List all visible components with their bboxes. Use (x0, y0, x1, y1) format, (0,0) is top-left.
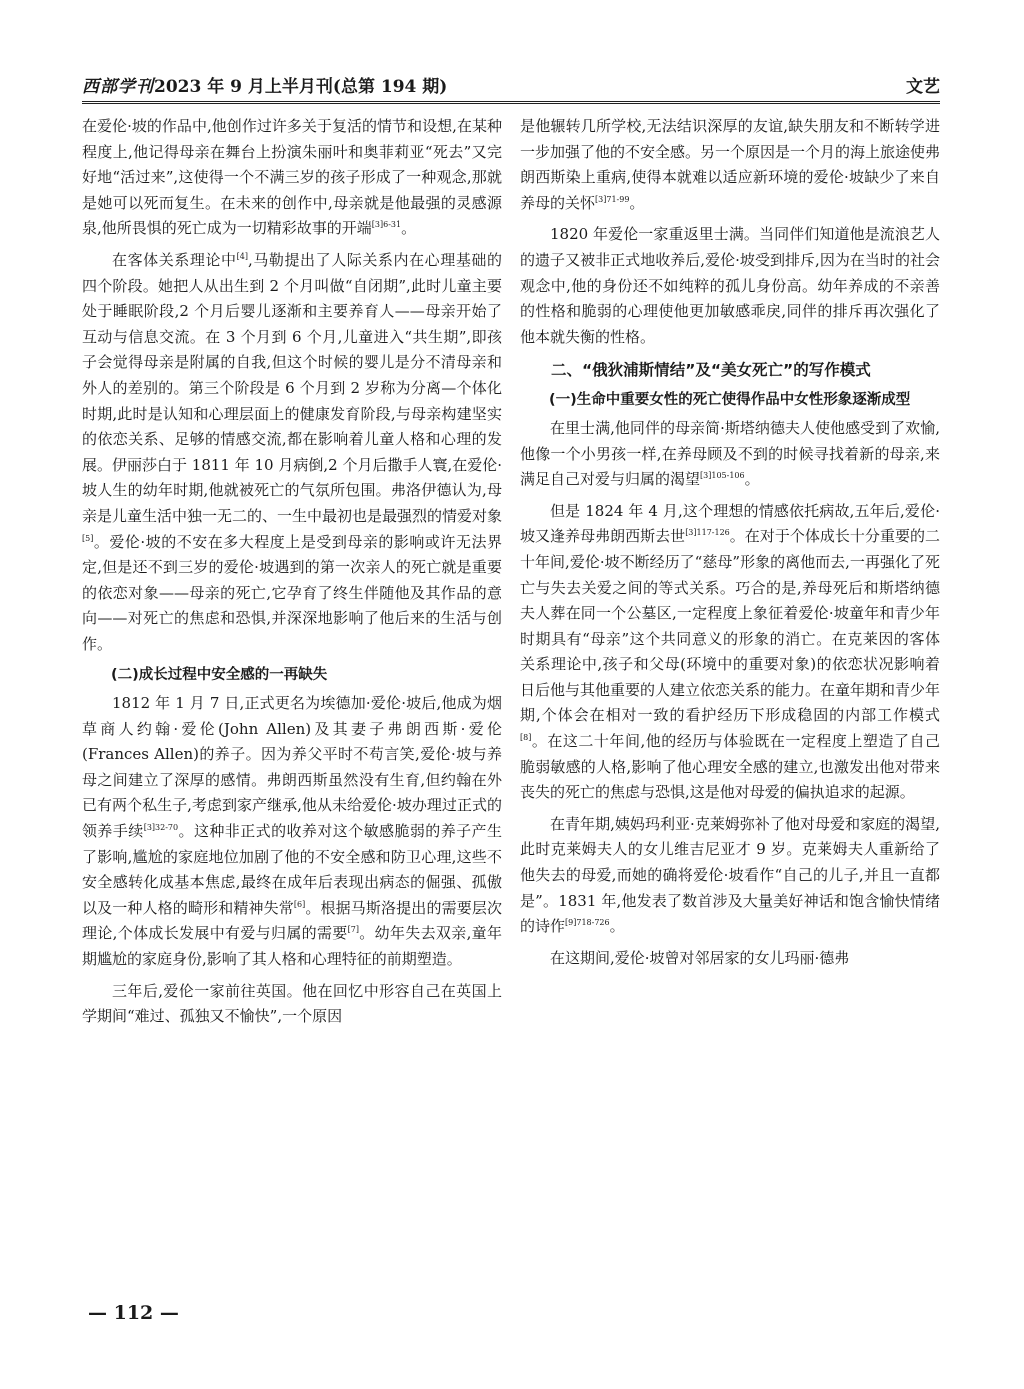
paragraph (82, 248, 502, 658)
header-rule (82, 101, 940, 104)
journal-name: 西部学刊 (82, 77, 154, 97)
section-name: 文艺 (906, 77, 940, 97)
citation: [7] (347, 925, 359, 935)
paragraph (520, 222, 940, 350)
page-number: — 112 — (88, 1302, 179, 1324)
citation: [3]6-31 (371, 220, 402, 230)
paragraph (82, 691, 502, 973)
citation: [6] (293, 899, 306, 909)
paragraph (520, 946, 940, 972)
paragraph-text: 。爱伦·坡的不安在多大程度上是受到母亲的影响或许无法界定,但是还不到三岁的爱伦·坡遇到的第一次亲人的死亡就是重要的依恋对象——母亲的死亡,它孕育了终生伴随他及其作品的意向——对死亡的焦虑和恐惧,并深深地影响了他后来的生活与创作。 (82, 532, 502, 653)
paragraph-text: 是他辗转几所学校,无法结识深厚的友谊,缺失朋友和不断转学进一步加强了他的不安全感。另一个原因是一个月的海上旅途使弗朗西斯染上重病,使得本就难以适应新环境的爱伦·坡缺少了来自养母的关怀 (520, 117, 941, 212)
paragraph-text: 三年后,爱伦一家前往英国。他在回忆中形容自己在英国上学期间“难过、孤独又不愉快”,一个原因 (82, 981, 502, 1026)
paragraph-text: 。 (629, 193, 645, 212)
paragraph (520, 812, 940, 940)
header-journal-issue (82, 72, 447, 97)
citation: [3]105-106 (700, 471, 745, 481)
citation: [4] (236, 251, 248, 261)
paragraph-text: 。 (744, 470, 760, 489)
paragraph-text: 。幼年失去双亲,童年期尴尬的家庭身份,影响了其人格和心理特征的前期塑造。 (82, 924, 502, 968)
paragraph-text: 在里士满,他同伴的母亲简·斯塔纳德夫人使他感受到了欢愉,他像一个小男孩一样,在养母顾及不到的时候寻找着新的母亲,来满足自己对爱与归属的渴望 (520, 418, 940, 489)
citation: [3]32-70 (143, 823, 179, 833)
citation: [3]117-126 (685, 528, 730, 538)
citation: [5] (82, 533, 94, 543)
citation: [9]718-726 (565, 918, 610, 928)
paragraph-text: ,马勒提出了人际关系内在心理基础的四个阶段。她把人从出生到 2 个月叫做“自闭期”,此时儿童主要处于睡眠阶段,2 个月后婴儿逐渐和主要养育人——母亲开始了互动与信息交流。在 3 个月到 6 个月,儿童进入“共生期”,即孩子会觉得母亲是附属的自我,但这个时候的婴儿是分不清母亲和外人的差别的。第三个阶段是 6 个月到 2 岁称为分离—个体化时期,此时是认知和心理层面上的健康发育阶段,与母亲构建坚实的依恋关系、足够的情感交流,都在影响着儿童人格和心理的发展。伊丽莎白于 1811 年 10 月病倒,2 个月后撒手人寰,在爱伦·坡人生的幼年时期,他就被死亡的气氛所包围。弗洛伊德认为,母亲是儿童生活中独一无二的、一生中最初也是最强烈的情爱对象 (82, 250, 503, 525)
paragraph-text: 但是 1824 年 4 月,这个理想的情感依托病故,五年后,爱伦·坡又逢养母弗朗西斯去世 (520, 501, 940, 546)
citation: [8] (520, 733, 532, 743)
paragraph-text: 在爱伦·坡的作品中,他创作过许多关于复活的情节和设想,在某种程度上,他记得母亲在舞台上扮演朱丽叶和奥菲莉亚“死去”又完好地“活过来”,这使得一个不满三岁的孩子形成了一种观念,那就是她可以死而复生。在未来的创作中,母亲就是他最强的灵感源泉,他所畏惧的死亡成为一切精彩故事的开端 (82, 117, 502, 238)
paragraph (520, 114, 940, 216)
paragraph (82, 114, 502, 242)
paragraph (82, 979, 502, 1030)
section-heading: 二、“俄狄浦斯情结”及“美女死亡”的写作模式 (551, 361, 871, 380)
subsection-heading: (一)生命中重要女性的死亡使得作品中女性形象逐渐成型 (549, 392, 911, 409)
paragraph-text: 。 (401, 219, 417, 238)
subsection-heading: (二)成长过程中安全感的一再缺失 (111, 667, 328, 684)
paragraph-text: 。根据马斯洛提出的需要层次理论,个体成长发展中有爱与归属的需要 (82, 898, 502, 943)
paragraph-text: 1820 年爱伦一家重返里士满。当同伴们知道他是流浪艺人的遗子又被非正式地收养后,爱伦·坡受到排斥,因为在当时的社会观念中,他的身份还不如纯粹的孤儿身份高。幼年养成的不亲善的性格和脆弱的心理使他更加敏感乖戾,同伴的排斥再次强化了他本就失衡的性格。 (520, 225, 940, 346)
paragraph-text: 。在对于个体成长十分重要的二十年间,爱伦·坡不断经历了“慈母”形象的离他而去,一再强化了死亡与失去关爱之间的等式关系。巧合的是,养母死后和斯塔纳德夫人葬在同一个公墓区,一定程度上象征着爱伦·坡童年和青少年时期具有“母亲”这个共同意义的形象的消亡。在克莱因的客体关系理论中,孩子和父母(环境中的重要对象)的依恋状况影响着日后他与其他重要的人建立依恋关系的能力。在童年期和青少年期,个体会在相对一致的看护经历下形成稳固的内部工作模式 (520, 527, 941, 725)
paragraph-text: 在这期间,爱伦·坡曾对邻居家的女儿玛丽·德弗 (550, 948, 850, 967)
paragraph-text: 在青年期,姨妈玛利亚·克莱姆弥补了他对母爱和家庭的渴望,此时克莱姆夫人的女儿维吉尼亚才 9 岁。克莱姆夫人重新给了他失去的母爱,而她的确将爱伦·坡看作“自己的儿子,并且一直都是”。1831 年,他发表了数首涉及大量美好神话和饱含愉快情绪的诗作 (520, 814, 940, 936)
issue-info: 2023 年 9 月上半月刊(总第 194 期) (154, 77, 448, 97)
paragraph-text: 1812 年 1 月 7 日,正式更名为埃德加·爱伦·坡后,他成为烟草商人约翰·爱伦(John Allen)及其妻子弗朗西斯·爱伦(Frances Allen)的养子。因为养父平时不苟言笑,爱伦·坡与养母之间建立了深厚的感情。弗朗西斯虽然没有生育,但约翰在外已有两个私生子,考虑到家产继承,他从未给爱伦·坡办理过正式的领养手续 (82, 694, 502, 841)
citation: [3]71-99 (595, 194, 630, 204)
paragraph-text: 。 (609, 917, 625, 936)
paragraph-text: 。这种非正式的收养对这个敏感脆弱的养子产生了影响,尴尬的家庭地位加剧了他的不安全感和防卫心理,这些不安全感转化成基本焦虑,最终在成年后表现出病态的倔强、孤傲以及一种人格的畸形和精神失常 (82, 822, 502, 917)
right-column (520, 114, 940, 971)
paragraph-text: 。在这二十年间,他的经历与体验既在一定程度上塑造了自己脆弱敏感的人格,影响了他心理安全感的建立,也激发出他对带来丧失的死亡的焦虑与恐惧,这是他对母爱的偏执追求的起源。 (520, 732, 940, 802)
paragraph (520, 499, 940, 806)
running-header (82, 68, 940, 98)
paragraph (520, 416, 940, 493)
paragraph-text: 在客体关系理论中 (112, 250, 237, 269)
left-column (82, 114, 502, 1030)
